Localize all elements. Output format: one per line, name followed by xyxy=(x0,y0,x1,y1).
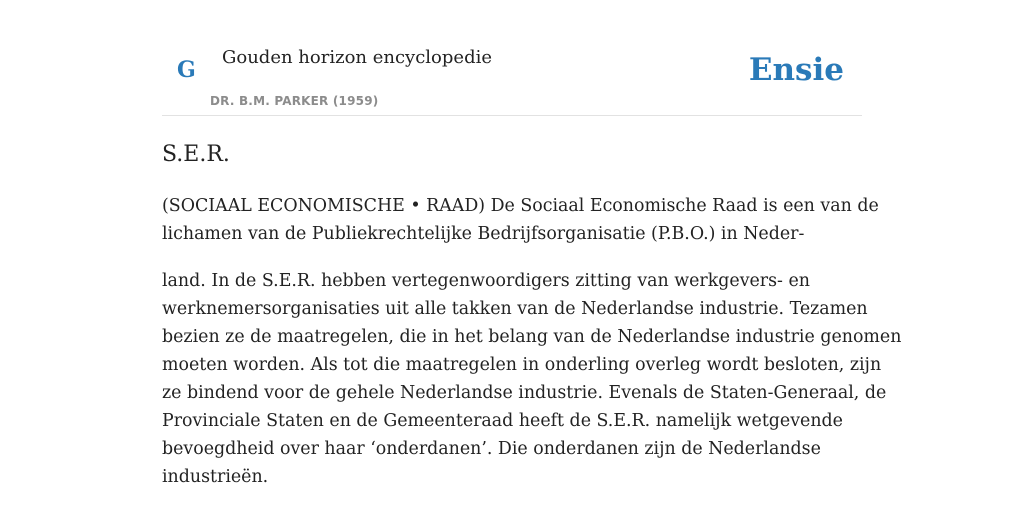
text-line: moeten worden. Als tot die maatregelen in onderling overleg wordt besloten, zijn xyxy=(162,355,882,375)
text-line: ze bindend voor de gehele Nederlandse industrie. Evenals de Staten-Generaal, de xyxy=(162,383,887,403)
entry-title: S.E.R. xyxy=(162,142,230,167)
page-header xyxy=(162,0,862,116)
text-line: (SOCIAAL ECONOMISCHE • RAAD) De Sociaal Economische Raad is een van de xyxy=(162,196,879,216)
text-line: land. In de S.E.R. hebben vertegenwoordigers zitting van werkgevers- en xyxy=(162,271,810,291)
text-line: bezien ze de maatregelen, die in het belang van de Nederlandse industrie genomen xyxy=(162,327,902,347)
text-line: industrieën. xyxy=(162,467,269,487)
entry-paragraph-2 xyxy=(162,267,902,491)
text-line: lichamen van de Publiekrechtelijke Bedrijfsorganisatie (P.B.O.) in Neder- xyxy=(162,224,805,244)
entry-paragraph-1 xyxy=(162,192,882,248)
text-line: werknemersorganisaties uit alle takken van de Nederlandse industrie. Tezamen xyxy=(162,299,868,319)
text-line: Provinciale Staten en de Gemeenteraad heeft de S.E.R. namelijk wetgevende xyxy=(162,411,843,431)
book-title-link[interactable]: Gouden horizon encyclopedie xyxy=(222,47,492,68)
book-author-link[interactable]: DR. B.M. PARKER (1959) xyxy=(210,94,379,108)
ensie-brand-logo[interactable]: Ensie xyxy=(748,52,844,88)
text-line: bevoegdheid over haar ‘onderdanen’. Die onderdanen zijn de Nederlandse xyxy=(162,439,821,459)
book-logo[interactable]: G xyxy=(177,57,196,83)
